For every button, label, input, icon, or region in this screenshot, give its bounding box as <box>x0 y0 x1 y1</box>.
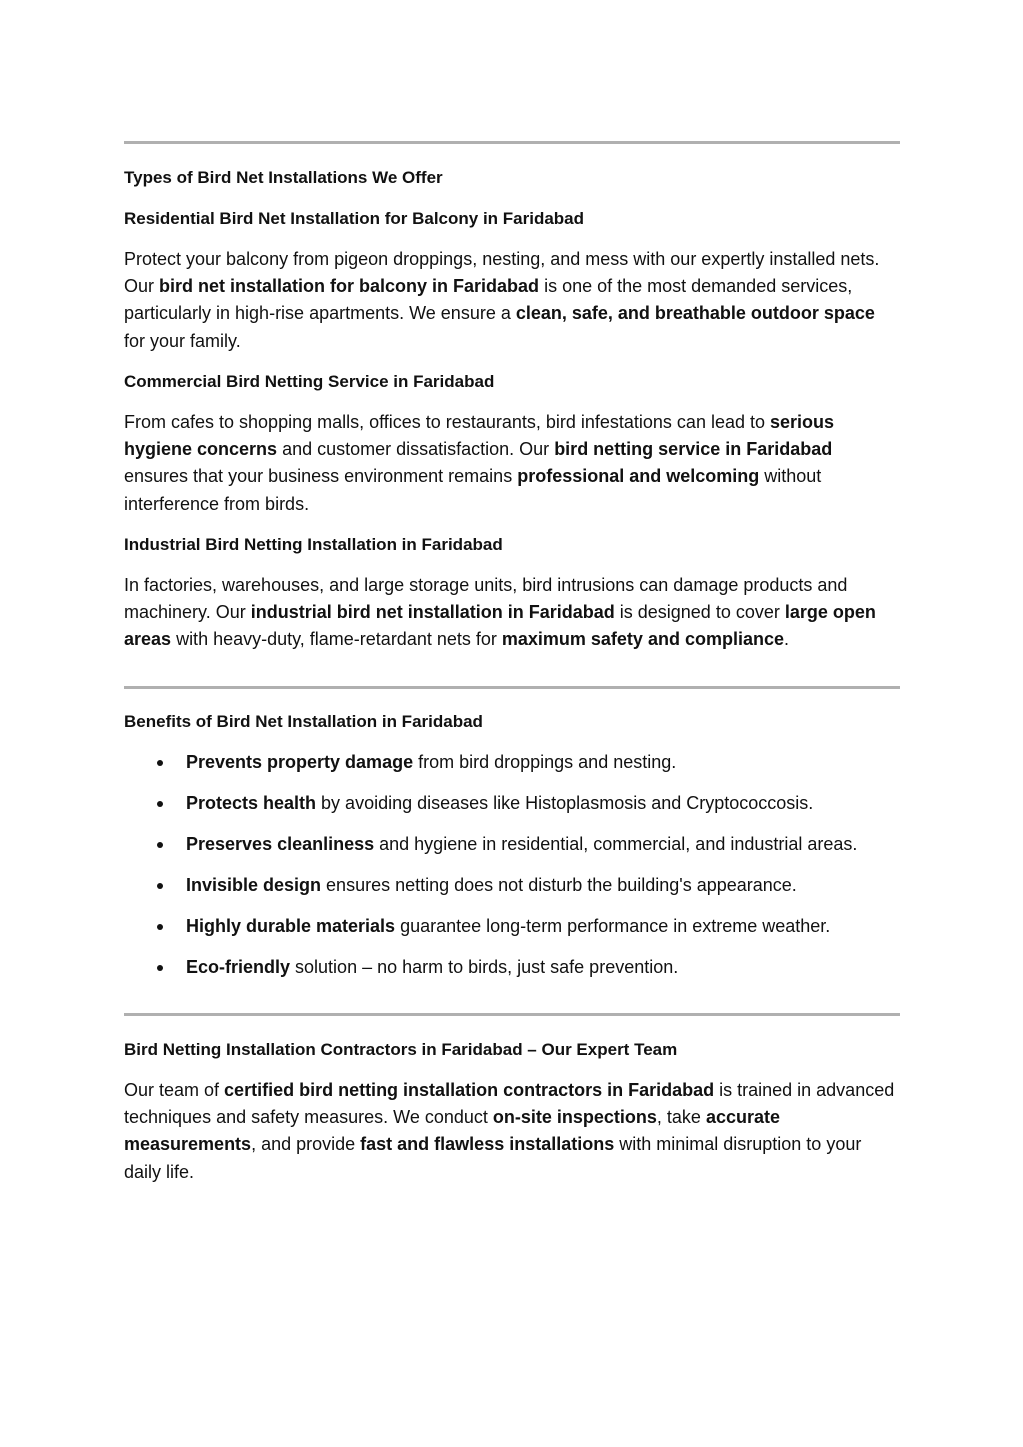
bullet-icon <box>157 760 163 766</box>
list-item: Prevents property damage from bird droppings and nesting. <box>124 749 900 776</box>
benefits-heading-block <box>124 708 900 735</box>
team-paragraph: Our team of certified bird netting installation contractors in Faridabad is trained in advanced techniques and safety measures. We conduct on-site inspections, take accurate measurements, and provide fast and flawless installations with minimal disruption to your daily life. <box>124 1080 895 1182</box>
list-item: Protects health by avoiding diseases like Histoplasmosis and Cryptococcosis. <box>124 790 900 817</box>
types-heading: Types of Bird Net Installations We Offer <box>124 168 443 187</box>
industrial-block <box>124 531 900 558</box>
team-heading-block <box>124 1036 900 1063</box>
residential-block <box>124 205 900 232</box>
bullet-icon <box>157 924 163 930</box>
commercial-paragraph: From cafes to shopping malls, offices to restaurants, bird infestations can lead to serious hygiene concerns and customer dissatisfaction. Our bird netting service in Faridabad ensures that your business environment remains professional and welcoming without interference from birds. <box>124 412 835 514</box>
commercial-paragraph-block <box>124 409 900 518</box>
commercial-block <box>124 368 900 395</box>
list-item: Invisible design ensures netting does not disturb the building's appearance. <box>124 872 900 899</box>
commercial-heading: Commercial Bird Netting Service in Faridabad <box>124 372 495 391</box>
residential-paragraph: Protect your balcony from pigeon droppings, nesting, and mess with our expertly installed nets. Our bird net installation for balcony in Faridabad is one of the most demanded services, particularly in high-rise apartments. We ensure a clean, safe, and breathable outdoor space for your family. <box>124 249 880 351</box>
residential-heading: Residential Bird Net Installation for Balcony in Faridabad <box>124 209 585 228</box>
types-heading-block <box>124 164 900 191</box>
list-item: Highly durable materials guarantee long-term performance in extreme weather. <box>124 913 900 940</box>
list-item: Eco-friendly solution – no harm to birds, just safe prevention. <box>124 954 900 981</box>
divider-middle <box>124 686 900 689</box>
team-paragraph-block <box>124 1077 900 1186</box>
list-item: Preserves cleanliness and hygiene in residential, commercial, and industrial areas. <box>124 831 900 858</box>
bullet-icon <box>157 965 163 971</box>
benefits-list <box>124 749 900 995</box>
bullet-icon <box>157 883 163 889</box>
team-heading: Bird Netting Installation Contractors in Faridabad – Our Expert Team <box>124 1040 678 1059</box>
bullet-icon <box>157 842 163 848</box>
divider-bottom <box>124 1013 900 1016</box>
benefits-heading: Benefits of Bird Net Installation in Faridabad <box>124 712 483 731</box>
divider-top <box>124 141 900 144</box>
industrial-paragraph-block <box>124 572 900 654</box>
industrial-paragraph: In factories, warehouses, and large storage units, bird intrusions can damage products and machinery. Our industrial bird net installation in Faridabad is designed to cover large open areas with heavy-duty, flame-retardant nets for maximum safety and compliance. <box>124 575 876 650</box>
industrial-heading: Industrial Bird Netting Installation in Faridabad <box>124 535 503 554</box>
residential-paragraph-block <box>124 246 900 355</box>
bullet-icon <box>157 801 163 807</box>
